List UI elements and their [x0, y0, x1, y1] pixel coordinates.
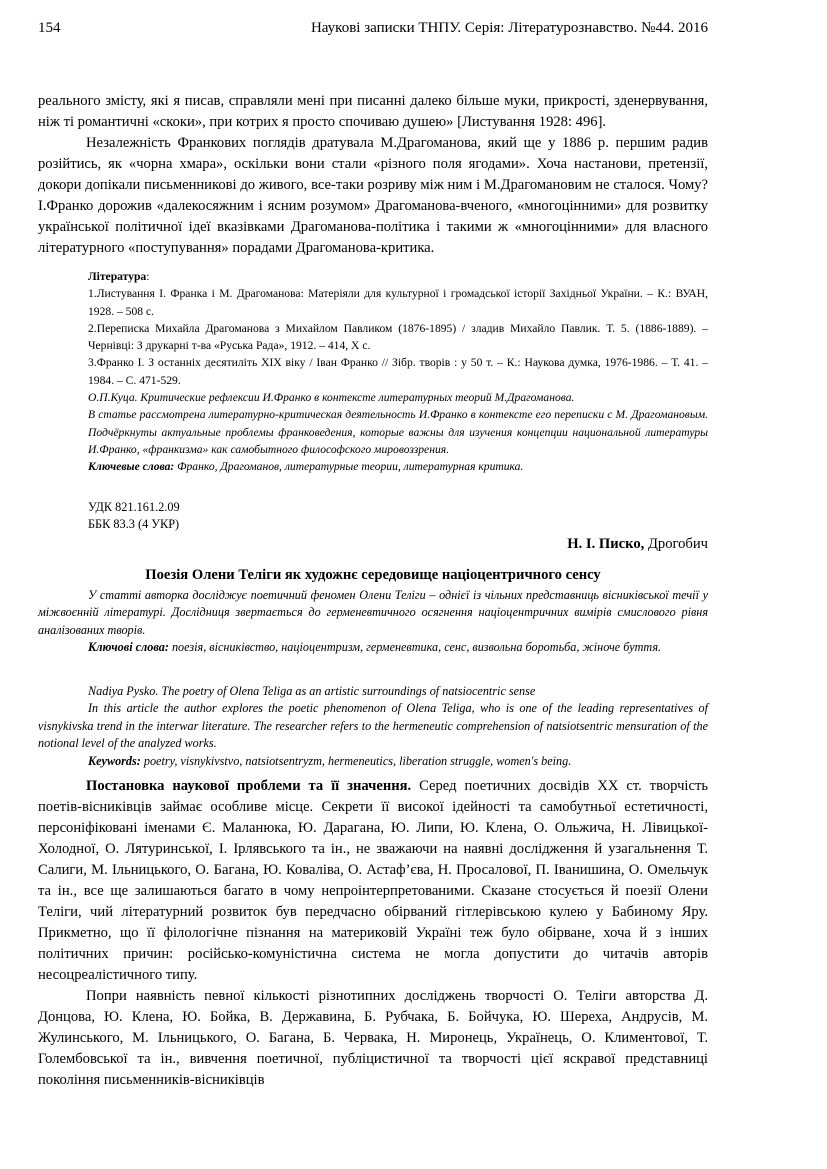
en-title: Nadiya Pysko. The poetry of Olena Teliga as an artistic surroundings of natsiocentric sense — [88, 684, 536, 698]
reference-item: 1.Листування І. Франка і М. Драгоманова: Матеріяли для культурної і громадської історії Західньої України. – К.: ВУАН, 1928. – 508 с. — [88, 287, 708, 318]
literature-section — [88, 268, 708, 476]
bbk-code: ББК 83.3 (4 УКР) — [88, 517, 180, 531]
paragraph-text: Серед поетичних досвідів ХХ ст. творчість поетів-вісниківців займає особливе місце. Секрети її високої ідейності та самобутньої естетичності, персоніфіковані іменами Є. Маланюка, Ю. Дарагана, Ю. Липи, Ю. Клена, О. Ольжича, Н. Лівицької-Холодної, О. Лятуринської, І. Ірлявського та ін., не зважаючи на наявні дослідження й узагальнення Т. Салиги, М. Ільницького, О. Багана, Ю. Коваліва, О. Астаф’єва, Н. Просалової, П. Іванишина, О. Омельчук та ін., все ще залишаються багато в чому непроінтерпретованими. Сказане стосується й поезії Олени Теліги, чий літературний розвиток був передчасно обірваний гітлерівською кулею у Бабиному Яру. Прикметно, що її філологічне пізнання на материковій Україні теж було обірване, хоча й з інших політичних причин: російсько-комуністична система не могла допустити до читачів авторів несоцреалістичного типу. — [38, 778, 708, 983]
en-abstract: In this article the author explores the poetic phenomenon of Olena Teliga, who is one of the leading representatives of visnykivska trend in the interwar literature. The researcher refers to the hermeneutic comprehension of natsiotsentric mensuration of the notional level of the analyzed works. — [38, 701, 708, 751]
en-keywords-text: poetry, visnykivstvo, natsiotsentryzm, hermeneutics, liberation struggle, women's being. — [140, 753, 572, 768]
ua-keywords — [38, 639, 708, 656]
article-body — [38, 776, 708, 1091]
literature-heading-label: Література — [88, 270, 147, 283]
running-header — [38, 20, 708, 42]
author-name: Н. І. Писко, — [567, 536, 645, 552]
literature-heading — [88, 268, 708, 285]
en-keywords — [38, 753, 708, 770]
page-number: 154 — [38, 20, 61, 36]
classification-codes — [88, 499, 180, 533]
paragraph: Попри наявність певної кількості різнотипних досліджень творчості О. Теліги авторства Д. Донцова, Ю. Клена, Ю. Бойка, В. Державина, Б. Рубчака, Б. Бойчука, Ю. Шереха, Андрусів, М. Жулинського, М. Ільницького, О. Багана, Б. Червака, Н. Миронець, Українець, О. Климентової, Т. Голембовської та ін., вивчення поетичної, публіцистичної та творчості цієї яскравої представниці покоління письменників-вісниківців — [38, 988, 708, 1088]
ru-keywords-label: Ключевые слова: — [88, 460, 175, 474]
ru-keywords — [88, 458, 708, 475]
ua-keywords-label: Ключові слова: — [88, 640, 169, 655]
reference-item: 2.Переписка Михайла Драгоманова з Михайлом Павликом (1876-1895) / зладив Михайло Павлик. Т. 5. (1886-1889). – Чернівці: З друкарні т-ва «Руська Рада», 1912. – 414, Х с. — [88, 321, 708, 353]
author-line — [567, 536, 708, 553]
udk-code: УДК 821.161.2.09 — [88, 500, 180, 514]
author-city: Дрогобич — [644, 536, 708, 552]
previous-article-text — [38, 91, 708, 259]
section-lead: Постановка наукової проблеми та її значення. — [86, 778, 412, 794]
ru-keywords-text: Франко, Драгоманов, литературные теории, литературная критика. — [174, 460, 524, 474]
ua-abstract-block — [38, 587, 708, 657]
article-title: Поезія Олени Теліги як художнє середовище націоцентричного сенсу — [145, 567, 601, 583]
ua-keywords-text: поезія, вісниківство, націоцентризм, герменевтика, сенс, визвольна боротьба, жіноче буття. — [168, 640, 662, 655]
en-abstract-block — [38, 683, 708, 770]
paragraph — [38, 776, 708, 986]
paragraph: Незалежність Франкових поглядів дратувала М.Драгоманова, який ще у 1886 р. першим радив розійтись, як «чорна хмара», оскільки вони стали «різного поля ягодами». Хоча настанови, претензії, докори допікали письменникові до живого, все-таки розриву між ним і М.Драгомановим не сталося. Чому? І.Франко дорожив «далекосяжним і ясним розумом» Драгоманова-вченого, «многоцінними» для розвитку української політичної ідеї вказівками Драгоманова-політика і такими ж «многоцінними» для власного літературного «поступування» порадами Драгоманова-критика. — [38, 135, 708, 256]
ua-abstract: У статті авторка досліджує поетичний феномен Олени Теліги – однієї із чільних представниць вісниківської течії у міжвоєнній літературі. Дослідниця звертається до герменевтичного осягнення націоцентричних вимірів смислового рівня аналізованих творів. — [38, 588, 708, 637]
ru-summary-title: О.П.Куца. Критические рефлексии И.Франко в контексте литературных теорий М.Драгоманова. — [88, 391, 575, 405]
ru-summary-abstract: В статье рассмотрена литературно-критическая деятельность И.Франко в контексте его переписки с М. Драгомановым. Подчёркнуты актуальные проблемы франковедения, которые важны для изучения концепции национальной литературы И.Франко, «франкизма» как самобытного философского мировоззрения. — [88, 408, 708, 456]
journal-title: Наукові записки ТНПУ. Серія: Літературознавство. №44. 2016 — [310, 20, 708, 36]
literature-heading-colon: : — [146, 270, 150, 283]
paragraph: реального змісту, які я писав, справляли мені при писанні далеко більше муки, прикрості, зденервування, ніж ті романтичні «скоки», при котрих я просто спочиваю душею» [Листування 1928: 496]. — [38, 93, 708, 130]
reference-item: 3.Франко І. З останніх десятиліть ХІХ віку / Іван Франко // Зібр. творів : у 50 т. – К.: Наукова думка, 1976-1986. – Т. 41. – 1984. – С. 471-529. — [88, 356, 708, 387]
en-keywords-label: Keywords: — [88, 753, 141, 768]
